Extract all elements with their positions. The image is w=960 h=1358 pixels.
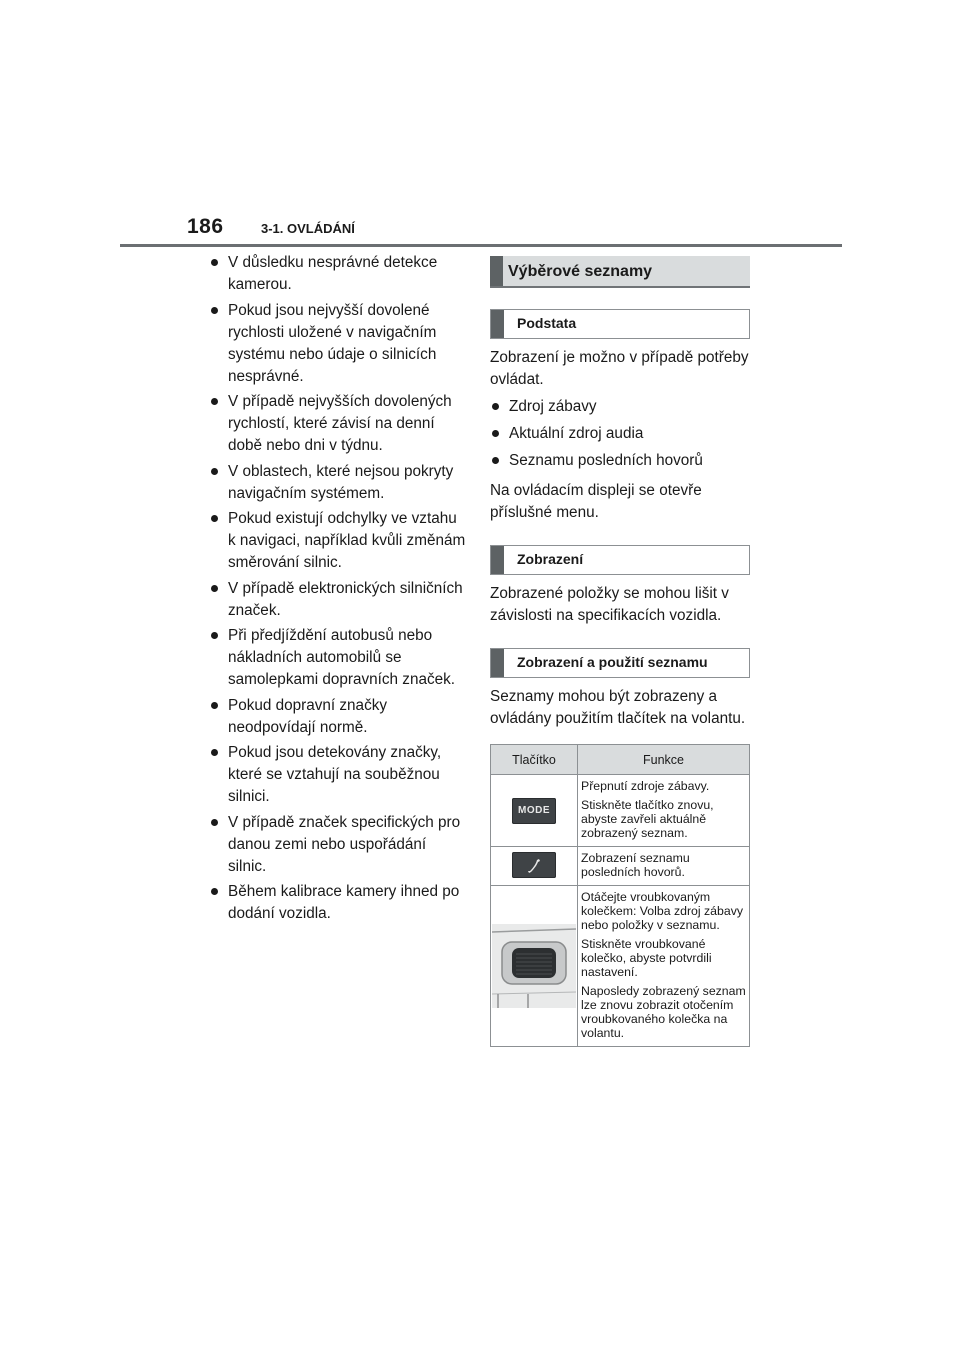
function-cell xyxy=(578,847,750,886)
function-cell xyxy=(578,886,750,1047)
column-header: Tlačítko xyxy=(491,745,578,775)
table-row xyxy=(491,775,750,847)
list-item: Při předjíždění autobusů nebo nákladních automobilů se samolepkami dopravních značek. xyxy=(209,625,467,691)
list-item: Pokud jsou nejvyšší dovolené rychlosti uložené v navigačním systému nebo údaje o silnicích nesprávné. xyxy=(209,300,467,388)
list-item: V případě značek specifických pro danou zemi nebo uspořádání silnic. xyxy=(209,812,467,878)
list-item: V případě elektronických silničních značek. xyxy=(209,578,467,622)
list-item: V oblastech, které nejsou pokryty navigačním systémem. xyxy=(209,461,467,505)
list-item: Pokud dopravní značky neodpovídají normě. xyxy=(209,695,467,739)
paragraph: Seznamy mohou být zobrazeny a ovládány použitím tlačítek na volantu. xyxy=(490,688,746,727)
table-header-row xyxy=(491,745,750,775)
function-text: Přepnutí zdroje zábavy. xyxy=(581,779,710,793)
phone-icon xyxy=(512,852,556,878)
function-text: Naposledy zobrazený seznam lze znovu zobrazit otočením vroubkovaného kolečka na volantu. xyxy=(581,984,746,1040)
function-table xyxy=(490,744,750,1047)
table-row xyxy=(491,886,750,1047)
paragraph: Zobrazené položky se mohou lišit v závislosti na specifikacích vozidla. xyxy=(490,585,729,624)
column-header: Funkce xyxy=(578,745,750,775)
list-item: V důsledku nesprávné detekce kamerou. xyxy=(209,252,467,296)
right-column xyxy=(490,256,750,1047)
subheading-podstata: Podstata xyxy=(490,309,750,339)
subheading-zobrazeni: Zobrazení xyxy=(490,545,750,575)
list-item: Aktuální zdroj audia xyxy=(490,423,750,445)
function-text: Stiskněte tlačítko znovu, abyste zavřeli aktuálně zobrazený seznam. xyxy=(581,798,714,840)
list-item: Zdroj zábavy xyxy=(490,396,750,418)
list-item: Pokud existují odchylky ve vztahu k navigaci, například kvůli změnám směrování silnic. xyxy=(209,508,467,574)
mode-button-icon xyxy=(512,798,556,824)
list-item: Pokud jsou detekovány značky, které se vztahují na souběžnou silnici. xyxy=(209,742,467,808)
list-item: Během kalibrace kamery ihned po dodání vozidla. xyxy=(209,881,467,925)
list-item: Seznamu posledních hovorů xyxy=(490,450,750,472)
phone-button-icon xyxy=(512,852,556,878)
list-item: V případě nejvyšších dovolených rychlostí, které závisí na denní době nebo dni v týdnu. xyxy=(209,391,467,457)
button-cell xyxy=(491,775,578,847)
mode-button-label: MODE xyxy=(518,804,550,816)
function-cell xyxy=(578,775,750,847)
paragraph: Na ovládacím displeji se otevře příslušné menu. xyxy=(490,482,702,521)
table-row xyxy=(491,847,750,886)
paragraph: Zobrazení je možno v případě potřeby ovládat. xyxy=(490,349,749,388)
left-column xyxy=(209,252,467,929)
function-text: Stiskněte vroubkované kolečko, abyste potvrdili nastavení. xyxy=(581,937,712,979)
function-text: Otáčejte vroubkovaným kolečkem: Volba zdroj zábavy nebo položky v seznamu. xyxy=(581,890,743,932)
subheading-pouziti: Zobrazení a použití seznamu xyxy=(490,648,750,678)
button-cell xyxy=(491,847,578,886)
button-cell xyxy=(491,886,578,1047)
section-label: 3-1. OVLÁDÁNÍ xyxy=(261,221,355,236)
section-heading: Výběrové seznamy xyxy=(490,256,750,288)
thumbwheel-icon xyxy=(492,924,576,1008)
page-number: 186 xyxy=(187,215,224,238)
header-rule xyxy=(120,244,842,247)
function-text: Zobrazení seznamu posledních hovorů. xyxy=(581,851,690,879)
